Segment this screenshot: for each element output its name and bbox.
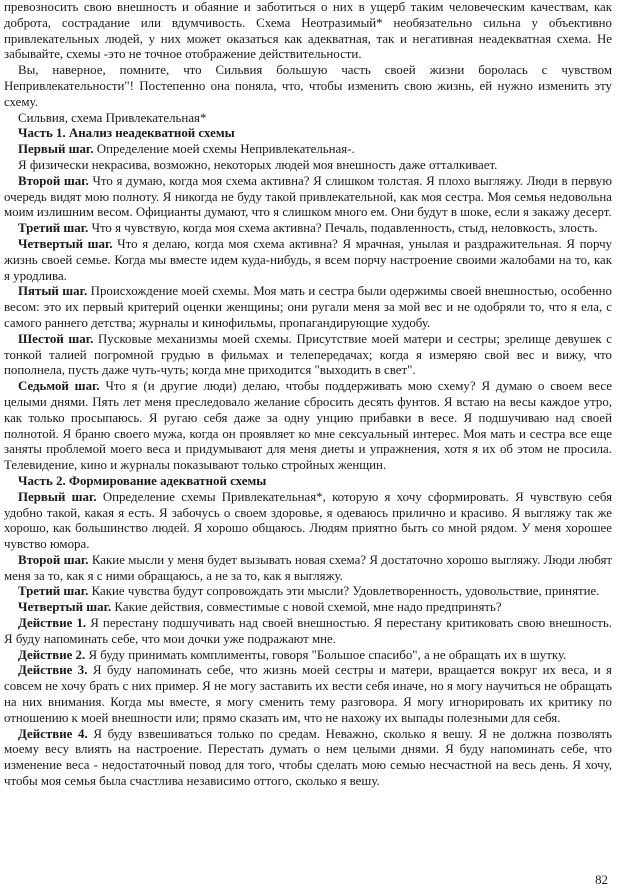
paragraph-lead: Четвертый шаг. [18,600,112,615]
paragraph [4,237,612,284]
paragraph-lead: Третий шаг. [18,221,89,236]
paragraph [4,63,612,110]
paragraph-lead: Первый шаг. [18,489,97,504]
paragraph-lead: Часть 2. Формирование адекватной схемы [18,473,267,488]
paragraph [4,663,612,726]
paragraph-lead: Действие 1. [18,616,87,631]
body-text [4,0,612,790]
paragraph [4,648,612,664]
paragraph [4,474,612,490]
paragraph-text: Какие действия, совместимые с новой схемой, мне надо предпринять? [111,600,502,615]
paragraph-text: Пусковые механизмы моей схемы. Присутствие моей матери и сестры; зрелище девушек с тонкой талией погромной грудью в фильмах и телепередачах; когда я измеряю свой вес и вижу, что пополнела, пусть даже чуть-чуть; когда мне приходится "выходить в свет". [4,331,612,378]
paragraph [4,111,612,127]
paragraph-lead: Второй шаг. [18,173,89,188]
paragraph [4,616,612,648]
paragraph [4,600,612,616]
paragraph-lead: Седьмой шаг. [18,379,100,394]
paragraph [4,379,612,474]
paragraph-lead: Шестой шаг. [18,331,94,346]
paragraph-lead: Часть 1. Анализ неадекватной схемы [18,126,235,141]
paragraph-text: Какие чувства будут сопровождать эти мысли? Удовлетворенность, удовольствие, принятие. [88,584,600,599]
paragraph-text: Определение схемы Привлекательная*, которую я хочу сформировать. Я чувствую себя удобно такой, какая я есть. Я забочусь о своем здоровье, я одеваюсь прилично и красиво. Я выгляжу так же хорошо, как большинство людей. Я хорошо общаюсь. Людям приятно быть со мной рядом. У меня хорошее чувство юмора. [4,489,612,552]
paragraph [4,126,612,142]
paragraph [4,142,612,158]
paragraph [4,221,612,237]
paragraph-text: Я буду взвешиваться только по средам. Неважно, сколько я вешу. Я не должна позволять моему весу влиять на настроение. Перестать думать о нем целыми днями. Я буду напоминать себе, что изменение веса - недостаточный повод для того, чтобы сделать мою семью несчастной на весь день. Я хочу, чтобы моя семья была счастлива независимо оттого, сколько я вешу. [4,726,612,789]
paragraph [4,553,612,585]
paragraph-text: Происхождение моей схемы. Моя мать и сестра были одержимы своей внешностью, особенно весом: это их первый критерий оценки женщины; они ругали меня за мой вес и не одобряли то, что я ела, с самого раннего детства; журналы и кинофильмы, пропагандирующие худобу. [4,284,613,330]
paragraph-text: Сильвия, схема Привлекательная* [18,110,207,125]
page-number: 82 [595,873,608,887]
paragraph-lead: Третий шаг. [18,584,89,599]
paragraph-lead: Действие 3. [18,663,88,678]
paragraph-lead: Пятый шаг. [18,284,88,299]
paragraph-text: Я буду принимать комплименты, говоря "Большое спасибо", а не обращать их в шутку. [85,647,567,662]
paragraph-text: Определение моей схемы Непривлекательная-. [93,142,355,157]
paragraph [4,0,612,63]
paragraph-lead: Второй шаг. [18,552,89,567]
paragraph-text: превозносить свою внешность и обаяние и заботиться о них в ущерб таким человеческим качествам, как доброта, сострадание или вдумчивость. Схема Неотразимый* необязательно сильна у объективно привлекательных людей, у них может оказаться как адекватная, так и негативная неадекватная схема. Не забывайте, схемы -это не точное отображение действительности. [4,0,612,62]
paragraph [4,490,612,553]
paragraph-lead: Действие 4. [18,726,88,741]
paragraph-text: Я перестану подшучивать над своей внешностью. Я перестану критиковать свою внешность. Я буду напоминать себе, что мои дочки уже подражают мне. [4,616,613,646]
paragraph [4,727,612,790]
paragraph [4,284,612,331]
paragraph-text: Что я (и другие люди) делаю, чтобы поддерживать мою схему? Я думаю о своем весе целыми днями. Пять лет меня преследовало желание сбросить десять фунтов. Я встаю на весы каждое утро, как только просыпаюсь. Я ругаю себя даже за одну унцию прибавки в весе. Я подшучиваю над своей полнотой. Я браню своего мужа, когда он проявляет ко мне сексуальный интерес. Моя мать и сестра все еще заняты проблемой моего веса и придумывают для меня диеты и упражнения, хотя я их об этом не просила. Телевидение, кино и журналы показывают только стройных женщин. [4,379,612,473]
paragraph-text: Я физически некрасива, возможно, некоторых людей моя внешность даже отталкивает. [18,157,498,172]
paragraph-text: Вы, наверное, помните, что Сильвия большую часть своей жизни боролась с чувством Непривлекательности"! Постепенно она поняла, что, чтобы изменить свою жизнь, ей нужно изменить эту схему. [4,63,612,109]
paragraph-lead: Четвертый шаг. [18,236,113,251]
paragraph-lead: Действие 2. [18,647,86,662]
paragraph-text: Что я чувствую, когда моя схема активна? Печаль, подавленность, стыд, неловкость, злость. [88,221,598,236]
paragraph [4,158,612,174]
paragraph-text: Я буду напоминать себе, что жизнь моей сестры и матери, вращается вокруг их веса, и я совсем не хочу брать с них пример. Я не могу заставить их вести себя иначе, но я могу научиться не обращать на них внимания. Когда мы вместе, я могу сменить тему разговора. Я могу игнорировать их критику по отношению к моей внешности или; прямо сказать им, что не нахожу их выпады полезными для себя. [4,663,612,725]
paragraph [4,584,612,600]
paragraph [4,174,612,221]
paragraph-text: Какие мысли у меня будет вызывать новая схема? Я достаточно хорошо выгляжу. Люди любят меня за то, как я с ними обращаюсь, а не за то, как я выгляжу. [4,552,613,583]
paragraph [4,332,612,379]
paragraph-lead: Первый шаг. [18,142,94,157]
paragraph-text: Что я делаю, когда моя схема активна? Я мрачная, унылая и раздражительная. Я порчу жизнь своей семье. Когда мы вместе идем куда-нибудь, я всем порчу настроение своими жалобами на то, как я уродлива. [4,236,612,283]
paragraph-text: Что я думаю, когда моя схема активна? Я слишком толстая. Я плохо выгляжу. Люди в первую очередь видят мою полноту. Я никогда не буду такой привлекательной, как моя сестра. Моя семья недовольна моим излишним весом. Официанты думают, что я слишком много ем. Они будут в шоке, если я закажу десерт. [4,173,612,220]
